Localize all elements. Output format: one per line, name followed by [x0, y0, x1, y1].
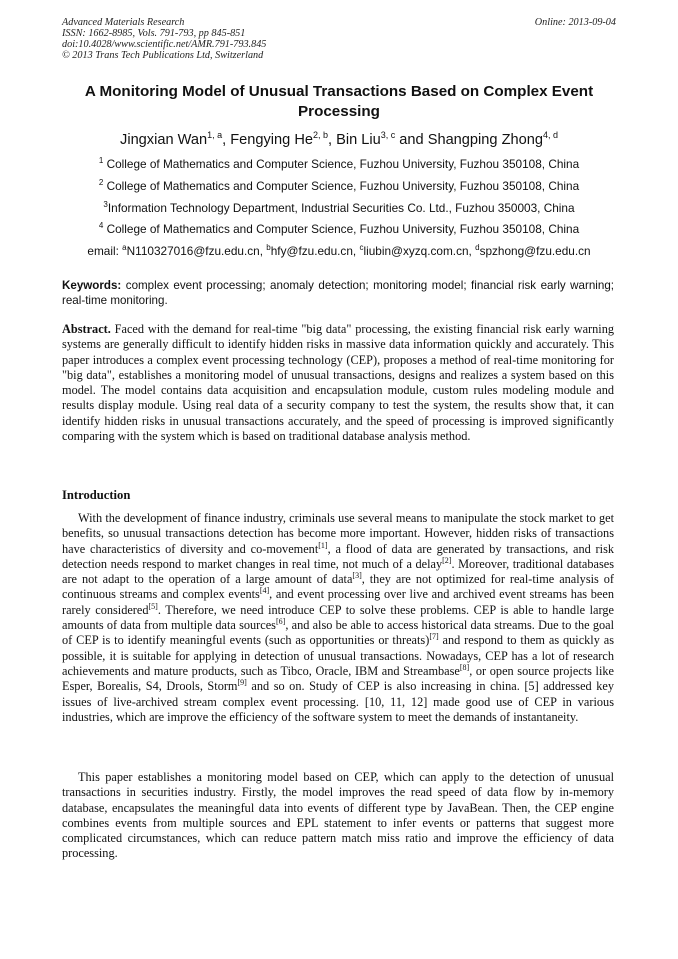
abstract-block [62, 322, 614, 444]
author-name: Fengying He [230, 132, 313, 148]
email-superscript: c [359, 243, 364, 252]
affiliation-text: College of Mathematics and Computer Science, Fuzhou University, Fuzhou 350108, China [106, 157, 580, 171]
email-line: email: $^a$N110327016@fzu.edu.cn, $^b$hfy@fzu.edu.cn, $^c$liubin@xyzq.com.cn, $^d$spzhong@fzu.edu.cn [87, 243, 591, 258]
journal-issn: ISSN: 1662-8985, Vols. 791-793, pp 845-851 [62, 28, 246, 39]
affiliation [62, 222, 616, 237]
paragraph-text: , a flood of data are generated by transactions, and risk detection needs respond to market changes in real time, not much of a delay [62, 541, 614, 571]
affiliation-text: College of Mathematics and Computer Science, Fuzhou University, Fuzhou 350108, China [106, 222, 580, 236]
author-name: Bin Liu [336, 132, 381, 148]
affiliation-number: 2 [98, 178, 104, 187]
citation: [4] [259, 586, 270, 596]
email-address[interactable]: spzhong@fzu.edu.cn [479, 244, 591, 258]
introduction-paragraph-2: This paper establishes a monitoring model based on CEP, which can apply to the detection of unusual transactions in securities industry. Firstly, the model improves the read speed of data flow by in-memory database, encapsulates the meaningful data into events of different type by JavaBean. Then, the CEP engine combines events from multiple sources and EPL statement to infer events or patterns that suggest more complicated circumstances, which can reduce pattern match miss ratio and improve the efficiency of data processing. [62, 770, 614, 861]
author-name: Shangping Zhong [427, 132, 543, 148]
affiliation [62, 179, 616, 194]
author-list [62, 130, 616, 150]
affiliation-text: Information Technology Department, Industrial Securities Co. Ltd., Fuzhou 350003, China [107, 201, 575, 215]
author-superscript: 1, a [207, 130, 223, 140]
keywords-text: complex event processing; anomaly detection; monitoring model; financial risk early warning; real-time monitoring. [62, 279, 614, 307]
journal-name: Advanced Materials Research [62, 17, 185, 28]
email-label: email: [87, 244, 123, 258]
keywords-block [62, 278, 614, 308]
citation: [6] [275, 617, 286, 627]
journal-header [62, 17, 402, 61]
introduction-paragraph-1 [62, 511, 614, 725]
affiliation-text: College of Mathematics and Computer Science, Fuzhou University, Fuzhou 350108, China [106, 179, 580, 193]
paragraph-text: , and event processing over live and archived event streams has been rarely considered [62, 587, 615, 617]
author-superscript: 2, b [312, 130, 328, 140]
keywords-label: Keywords: [62, 279, 122, 292]
paragraph-text: , or open source projects like Esper, Borealis, S4, Drools, Storm [62, 663, 614, 694]
author-name: Jingxian Wan [120, 132, 208, 148]
citation: [2] [442, 555, 452, 565]
online-date: Online: 2013-09-04 [534, 17, 616, 28]
affiliation [62, 157, 616, 172]
citation: [5] [148, 601, 158, 611]
paragraph-text: With the development of finance industry, criminals use several means to manipulate the stock market to get benefits, so unusual transactions detection has become more important. However, hidden risks of transactions have characteristics of diversity and co-movement [62, 511, 614, 556]
author-superscript: 3, c [380, 130, 396, 140]
paragraph-text: , they are not optimized for real-time analysis of continuous streams and complex events [62, 572, 614, 602]
abstract-label: Abstract. [62, 322, 111, 336]
citation: [1] [318, 540, 328, 550]
affiliation-number: 3 [103, 200, 108, 209]
email-superscript: b [266, 243, 271, 252]
author-separator: and [395, 132, 428, 148]
affiliation [62, 201, 616, 216]
author-superscript: 4, d [542, 130, 558, 140]
email-superscript: a [122, 243, 127, 252]
section-heading-introduction: Introduction [62, 488, 131, 502]
citation: [9] [237, 678, 247, 688]
paragraph-text: , and also be able to access historical data streams. Due to the goal of CEP is to identify meaningful events (such as opportunities or threats) [62, 618, 615, 648]
journal-copyright: © 2013 Trans Tech Publications Ltd, Switzerland [62, 50, 264, 61]
affiliation-number: 4 [98, 221, 104, 230]
paragraph-text: and respond to them as quickly as possible, it is suitable for applying in detection of unusual transactions. Nowadays, CEP has a lot of research achievements and mature products, such as Tibco, Oracle, IBM and Streambase [62, 633, 614, 678]
email-address[interactable]: liubin@xyzq.com.cn [363, 244, 469, 258]
paper-title: A Monitoring Model of Unusual Transactions Based on Complex Event Processing [84, 83, 594, 120]
citation: [8] [459, 662, 470, 672]
author-separator: , [328, 132, 337, 148]
email-address[interactable]: N110327016@fzu.edu.cn [126, 244, 260, 258]
email-address[interactable]: hfy@fzu.edu.cn [270, 244, 353, 258]
email-superscript: d [475, 243, 480, 252]
journal-doi: doi:10.4028/www.scientific.net/AMR.791-793.845 [62, 39, 267, 50]
citation: [3] [352, 571, 362, 581]
paragraph-text: . Therefore, we need introduce CEP to solve these problems. CEP is able to handle large amounts of data from multiple data sources [62, 602, 614, 633]
abstract-text: Faced with the demand for real-time "big data" processing, the existing financial risk early warning systems are generally difficult to identify hidden risks in massive data information quickly and accurately. This paper introduces a complex event processing technology (CEP), proposes a method of real-time monitoring for "big data", establishes a monitoring model of unusual transactions, designs and realizes a system based on this model. The model contains data acquisition and encapsulation module, custom rules modeling module and results display module. Using real data of a security company to test the system, the results show that, it can identify hidden risks in unusual transactions accurately, and the speed of processing is improved significantly comparing with the system which is based on traditional database analysis method. [62, 322, 614, 444]
affiliation-number: 1 [98, 156, 104, 165]
paragraph-text: . Moreover, traditional databases are not adapt to the operation of a large amount of data [62, 556, 614, 587]
author-separator: , [222, 132, 231, 148]
paragraph-text: and so on. Study of CEP is also increasing in china. [5] addressed key issues of live-archived stream complex event processing. [10, 11, 12] made good use of CEP in various industries, which are improve the efficiency of the software system to meet the demands of instantaneity. [62, 679, 615, 724]
citation: [7] [429, 632, 439, 642]
